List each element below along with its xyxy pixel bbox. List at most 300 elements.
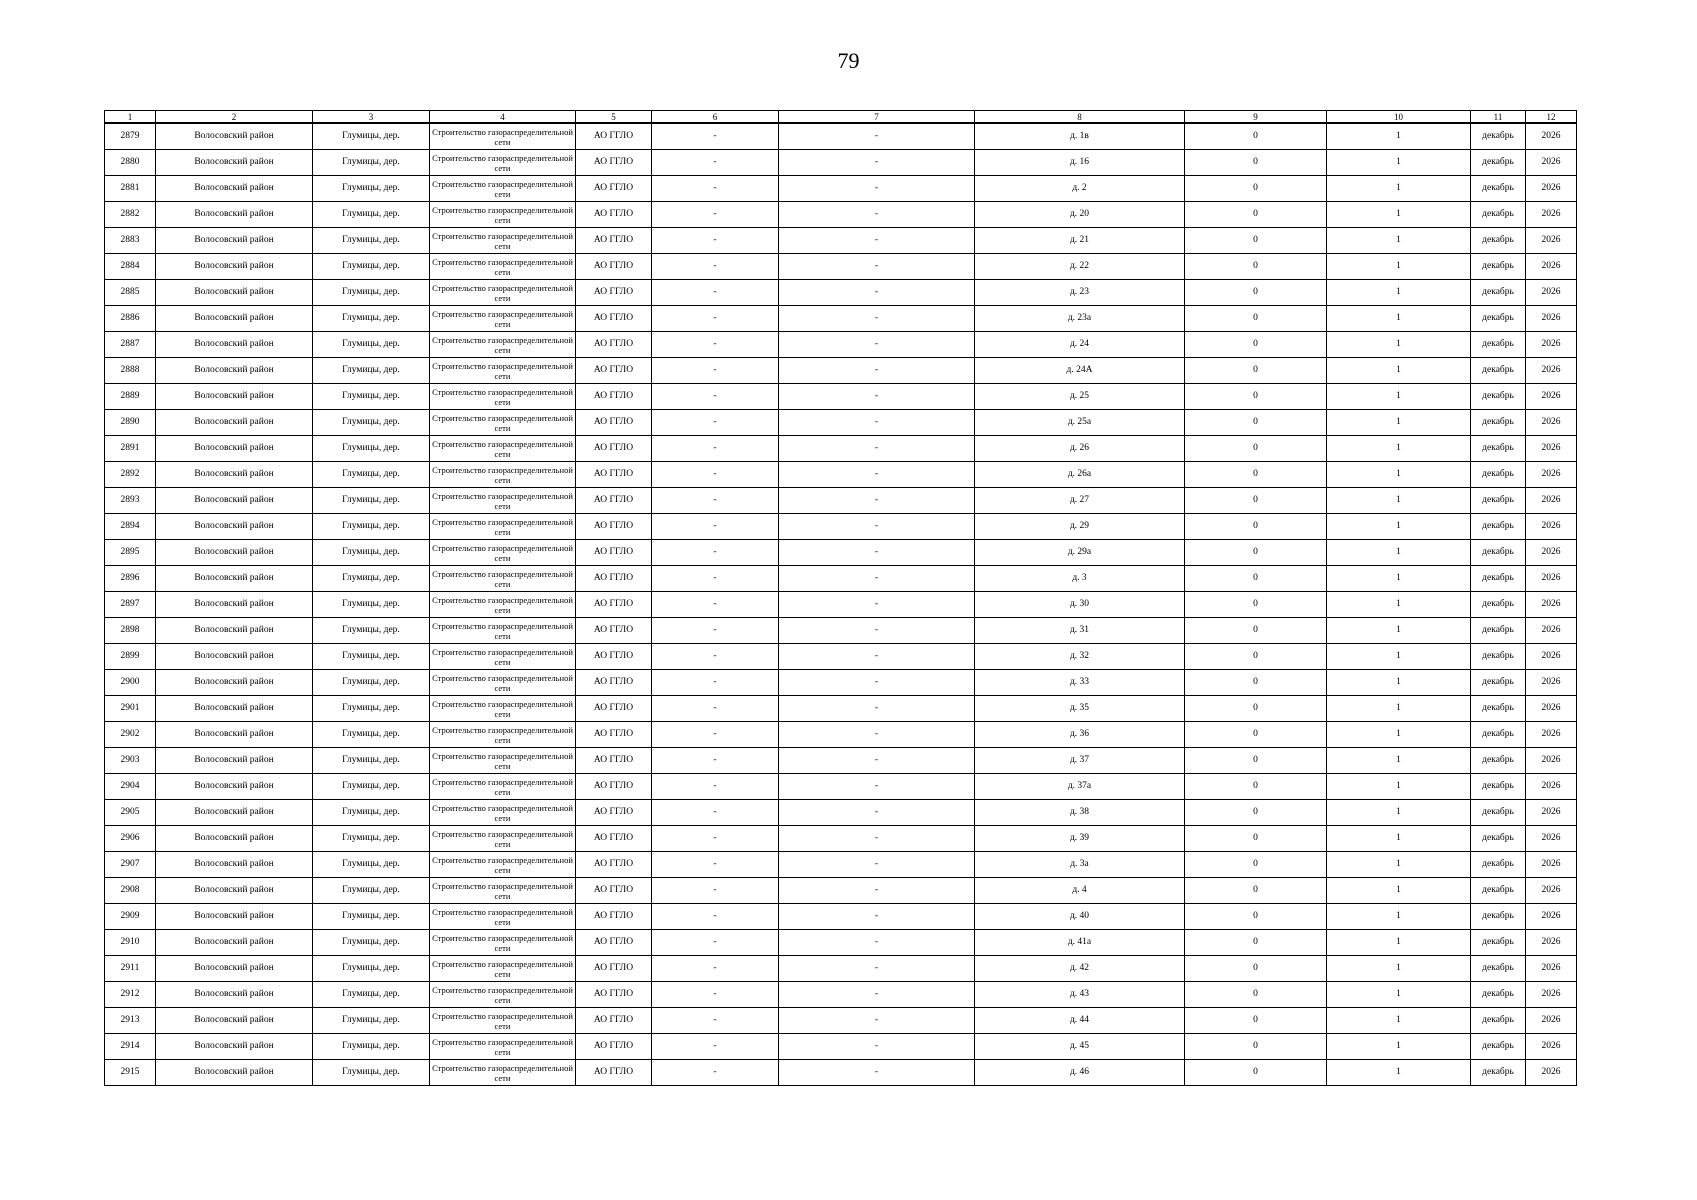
district-cell: Волосовский район xyxy=(156,358,313,384)
column-header-4: 4 xyxy=(430,111,576,124)
work-type-cell: Строительство газораспределительной сети xyxy=(430,1034,576,1060)
year-cell: 2026 xyxy=(1526,852,1577,878)
column-10-cell: 1 xyxy=(1327,670,1471,696)
column-6-cell: - xyxy=(652,358,779,384)
locality-cell: Глумицы, дер. xyxy=(313,332,430,358)
row-number-cell: 2889 xyxy=(105,384,156,410)
address-cell: д. 41а xyxy=(975,930,1185,956)
work-type-cell: Строительство газораспределительной сети xyxy=(430,670,576,696)
row-number-cell: 2881 xyxy=(105,176,156,202)
district-cell: Волосовский район xyxy=(156,566,313,592)
column-7-cell: - xyxy=(779,748,975,774)
work-type-cell: Строительство газораспределительной сети xyxy=(430,904,576,930)
year-cell: 2026 xyxy=(1526,358,1577,384)
address-cell: д. 26 xyxy=(975,436,1185,462)
row-number-cell: 2911 xyxy=(105,956,156,982)
column-6-cell: - xyxy=(652,774,779,800)
column-10-cell: 1 xyxy=(1327,644,1471,670)
address-cell: д. 21 xyxy=(975,228,1185,254)
column-7-cell: - xyxy=(779,800,975,826)
column-6-cell: - xyxy=(652,826,779,852)
district-cell: Волосовский район xyxy=(156,540,313,566)
column-9-cell: 0 xyxy=(1185,202,1327,228)
locality-cell: Глумицы, дер. xyxy=(313,566,430,592)
district-cell: Волосовский район xyxy=(156,644,313,670)
address-cell: д. 20 xyxy=(975,202,1185,228)
year-cell: 2026 xyxy=(1526,644,1577,670)
column-6-cell: - xyxy=(652,540,779,566)
district-cell: Волосовский район xyxy=(156,670,313,696)
page-number: 79 xyxy=(837,48,860,73)
address-cell: д. 33 xyxy=(975,670,1185,696)
column-6-cell: - xyxy=(652,462,779,488)
column-6-cell: - xyxy=(652,696,779,722)
row-number-cell: 2904 xyxy=(105,774,156,800)
organization-cell: АО ГГЛО xyxy=(576,878,652,904)
column-9-cell: 0 xyxy=(1185,436,1327,462)
organization-cell: АО ГГЛО xyxy=(576,123,652,150)
table-row xyxy=(105,774,1577,800)
month-cell: декабрь xyxy=(1471,878,1526,904)
work-type-cell: Строительство газораспределительной сети xyxy=(430,1008,576,1034)
year-cell: 2026 xyxy=(1526,384,1577,410)
locality-cell: Глумицы, дер. xyxy=(313,1008,430,1034)
work-type-cell: Строительство газораспределительной сети xyxy=(430,228,576,254)
locality-cell: Глумицы, дер. xyxy=(313,1060,430,1086)
column-10-cell: 1 xyxy=(1327,800,1471,826)
column-6-cell: - xyxy=(652,306,779,332)
organization-cell: АО ГГЛО xyxy=(576,436,652,462)
organization-cell: АО ГГЛО xyxy=(576,1060,652,1086)
locality-cell: Глумицы, дер. xyxy=(313,176,430,202)
table-row xyxy=(105,488,1577,514)
year-cell: 2026 xyxy=(1526,280,1577,306)
month-cell: декабрь xyxy=(1471,670,1526,696)
district-cell: Волосовский район xyxy=(156,436,313,462)
work-type-cell: Строительство газораспределительной сети xyxy=(430,150,576,176)
column-6-cell: - xyxy=(652,852,779,878)
table-row xyxy=(105,202,1577,228)
address-cell: д. 40 xyxy=(975,904,1185,930)
locality-cell: Глумицы, дер. xyxy=(313,826,430,852)
district-cell: Волосовский район xyxy=(156,254,313,280)
column-10-cell: 1 xyxy=(1327,1034,1471,1060)
month-cell: декабрь xyxy=(1471,358,1526,384)
table-row xyxy=(105,748,1577,774)
column-7-cell: - xyxy=(779,852,975,878)
work-type-cell: Строительство газораспределительной сети xyxy=(430,566,576,592)
column-header-3: 3 xyxy=(313,111,430,124)
column-7-cell: - xyxy=(779,956,975,982)
year-cell: 2026 xyxy=(1526,1034,1577,1060)
column-7-cell: - xyxy=(779,332,975,358)
column-7-cell: - xyxy=(779,930,975,956)
district-cell: Волосовский район xyxy=(156,488,313,514)
row-number-cell: 2884 xyxy=(105,254,156,280)
column-10-cell: 1 xyxy=(1327,488,1471,514)
column-9-cell: 0 xyxy=(1185,462,1327,488)
address-cell: д. 1в xyxy=(975,123,1185,150)
row-number-cell: 2906 xyxy=(105,826,156,852)
organization-cell: АО ГГЛО xyxy=(576,982,652,1008)
work-type-cell: Строительство газораспределительной сети xyxy=(430,280,576,306)
column-7-cell: - xyxy=(779,774,975,800)
work-type-cell: Строительство газораспределительной сети xyxy=(430,618,576,644)
row-number-cell: 2898 xyxy=(105,618,156,644)
month-cell: декабрь xyxy=(1471,982,1526,1008)
row-number-cell: 2890 xyxy=(105,410,156,436)
column-6-cell: - xyxy=(652,800,779,826)
column-header-8: 8 xyxy=(975,111,1185,124)
column-6-cell: - xyxy=(652,1008,779,1034)
month-cell: декабрь xyxy=(1471,800,1526,826)
row-number-cell: 2892 xyxy=(105,462,156,488)
organization-cell: АО ГГЛО xyxy=(576,592,652,618)
row-number-cell: 2893 xyxy=(105,488,156,514)
column-6-cell: - xyxy=(652,748,779,774)
year-cell: 2026 xyxy=(1526,176,1577,202)
column-10-cell: 1 xyxy=(1327,202,1471,228)
row-number-cell: 2897 xyxy=(105,592,156,618)
column-7-cell: - xyxy=(779,202,975,228)
work-type-cell: Строительство газораспределительной сети xyxy=(430,852,576,878)
column-7-cell: - xyxy=(779,696,975,722)
work-type-cell: Строительство газораспределительной сети xyxy=(430,488,576,514)
address-cell: д. 45 xyxy=(975,1034,1185,1060)
work-type-cell: Строительство газораспределительной сети xyxy=(430,592,576,618)
column-10-cell: 1 xyxy=(1327,280,1471,306)
locality-cell: Глумицы, дер. xyxy=(313,956,430,982)
column-10-cell: 1 xyxy=(1327,748,1471,774)
table-row xyxy=(105,800,1577,826)
year-cell: 2026 xyxy=(1526,514,1577,540)
column-6-cell: - xyxy=(652,384,779,410)
column-6-cell: - xyxy=(652,982,779,1008)
locality-cell: Глумицы, дер. xyxy=(313,592,430,618)
district-cell: Волосовский район xyxy=(156,696,313,722)
column-header-12: 12 xyxy=(1526,111,1577,124)
locality-cell: Глумицы, дер. xyxy=(313,436,430,462)
organization-cell: АО ГГЛО xyxy=(576,306,652,332)
column-10-cell: 1 xyxy=(1327,618,1471,644)
district-cell: Волосовский район xyxy=(156,748,313,774)
month-cell: декабрь xyxy=(1471,462,1526,488)
year-cell: 2026 xyxy=(1526,410,1577,436)
month-cell: декабрь xyxy=(1471,306,1526,332)
column-6-cell: - xyxy=(652,228,779,254)
month-cell: декабрь xyxy=(1471,592,1526,618)
work-type-cell: Строительство газораспределительной сети xyxy=(430,410,576,436)
column-10-cell: 1 xyxy=(1327,956,1471,982)
locality-cell: Глумицы, дер. xyxy=(313,514,430,540)
table-row xyxy=(105,1060,1577,1086)
row-number-cell: 2891 xyxy=(105,436,156,462)
column-6-cell: - xyxy=(652,956,779,982)
column-10-cell: 1 xyxy=(1327,878,1471,904)
column-6-cell: - xyxy=(652,878,779,904)
year-cell: 2026 xyxy=(1526,540,1577,566)
organization-cell: АО ГГЛО xyxy=(576,904,652,930)
work-type-cell: Строительство газораспределительной сети xyxy=(430,436,576,462)
month-cell: декабрь xyxy=(1471,956,1526,982)
organization-cell: АО ГГЛО xyxy=(576,748,652,774)
address-cell: д. 16 xyxy=(975,150,1185,176)
year-cell: 2026 xyxy=(1526,592,1577,618)
column-10-cell: 1 xyxy=(1327,774,1471,800)
work-type-cell: Строительство газораспределительной сети xyxy=(430,176,576,202)
table-row xyxy=(105,123,1577,150)
row-number-cell: 2910 xyxy=(105,930,156,956)
row-number-cell: 2912 xyxy=(105,982,156,1008)
column-7-cell: - xyxy=(779,1008,975,1034)
month-cell: декабрь xyxy=(1471,930,1526,956)
column-9-cell: 0 xyxy=(1185,592,1327,618)
column-number-header xyxy=(105,111,1577,124)
month-cell: декабрь xyxy=(1471,332,1526,358)
column-9-cell: 0 xyxy=(1185,982,1327,1008)
organization-cell: АО ГГЛО xyxy=(576,1034,652,1060)
organization-cell: АО ГГЛО xyxy=(576,696,652,722)
month-cell: декабрь xyxy=(1471,774,1526,800)
year-cell: 2026 xyxy=(1526,566,1577,592)
year-cell: 2026 xyxy=(1526,332,1577,358)
table-row xyxy=(105,280,1577,306)
month-cell: декабрь xyxy=(1471,904,1526,930)
row-number-cell: 2907 xyxy=(105,852,156,878)
work-type-cell: Строительство газораспределительной сети xyxy=(430,644,576,670)
year-cell: 2026 xyxy=(1526,618,1577,644)
table-row xyxy=(105,956,1577,982)
address-cell: д. 38 xyxy=(975,800,1185,826)
address-cell: д. 3 xyxy=(975,566,1185,592)
work-type-cell: Строительство газораспределительной сети xyxy=(430,202,576,228)
organization-cell: АО ГГЛО xyxy=(576,150,652,176)
district-cell: Волосовский район xyxy=(156,800,313,826)
column-10-cell: 1 xyxy=(1327,150,1471,176)
column-9-cell: 0 xyxy=(1185,800,1327,826)
year-cell: 2026 xyxy=(1526,123,1577,150)
month-cell: декабрь xyxy=(1471,1034,1526,1060)
month-cell: декабрь xyxy=(1471,514,1526,540)
table-row xyxy=(105,1034,1577,1060)
year-cell: 2026 xyxy=(1526,800,1577,826)
column-header-9: 9 xyxy=(1185,111,1327,124)
organization-cell: АО ГГЛО xyxy=(576,618,652,644)
locality-cell: Глумицы, дер. xyxy=(313,462,430,488)
month-cell: декабрь xyxy=(1471,1008,1526,1034)
work-type-cell: Строительство газораспределительной сети xyxy=(430,800,576,826)
district-cell: Волосовский район xyxy=(156,176,313,202)
district-cell: Волосовский район xyxy=(156,1060,313,1086)
row-number-cell: 2908 xyxy=(105,878,156,904)
column-6-cell: - xyxy=(652,436,779,462)
organization-cell: АО ГГЛО xyxy=(576,410,652,436)
address-cell: д. 29а xyxy=(975,540,1185,566)
organization-cell: АО ГГЛО xyxy=(576,540,652,566)
year-cell: 2026 xyxy=(1526,202,1577,228)
year-cell: 2026 xyxy=(1526,956,1577,982)
table-row xyxy=(105,826,1577,852)
month-cell: декабрь xyxy=(1471,852,1526,878)
year-cell: 2026 xyxy=(1526,488,1577,514)
address-cell: д. 30 xyxy=(975,592,1185,618)
address-cell: д. 27 xyxy=(975,488,1185,514)
row-number-cell: 2900 xyxy=(105,670,156,696)
table-row xyxy=(105,410,1577,436)
address-cell: д. 43 xyxy=(975,982,1185,1008)
row-number-cell: 2894 xyxy=(105,514,156,540)
address-cell: д. 32 xyxy=(975,644,1185,670)
column-10-cell: 1 xyxy=(1327,436,1471,462)
table-row xyxy=(105,228,1577,254)
column-7-cell: - xyxy=(779,826,975,852)
month-cell: декабрь xyxy=(1471,150,1526,176)
address-cell: д. 25 xyxy=(975,384,1185,410)
column-9-cell: 0 xyxy=(1185,150,1327,176)
address-cell: д. 36 xyxy=(975,722,1185,748)
month-cell: декабрь xyxy=(1471,123,1526,150)
column-10-cell: 1 xyxy=(1327,1008,1471,1034)
table-row xyxy=(105,150,1577,176)
district-cell: Волосовский район xyxy=(156,852,313,878)
column-10-cell: 1 xyxy=(1327,592,1471,618)
locality-cell: Глумицы, дер. xyxy=(313,930,430,956)
column-10-cell: 1 xyxy=(1327,254,1471,280)
column-7-cell: - xyxy=(779,618,975,644)
column-9-cell: 0 xyxy=(1185,1034,1327,1060)
locality-cell: Глумицы, дер. xyxy=(313,696,430,722)
district-cell: Волосовский район xyxy=(156,410,313,436)
table-row xyxy=(105,436,1577,462)
column-10-cell: 1 xyxy=(1327,123,1471,150)
column-9-cell: 0 xyxy=(1185,488,1327,514)
column-7-cell: - xyxy=(779,150,975,176)
column-6-cell: - xyxy=(652,618,779,644)
month-cell: декабрь xyxy=(1471,202,1526,228)
column-9-cell: 0 xyxy=(1185,826,1327,852)
column-9-cell: 0 xyxy=(1185,540,1327,566)
row-number-cell: 2913 xyxy=(105,1008,156,1034)
row-number-cell: 2879 xyxy=(105,123,156,150)
year-cell: 2026 xyxy=(1526,150,1577,176)
row-number-cell: 2902 xyxy=(105,722,156,748)
table-row xyxy=(105,176,1577,202)
table-row xyxy=(105,462,1577,488)
column-7-cell: - xyxy=(779,878,975,904)
organization-cell: АО ГГЛО xyxy=(576,228,652,254)
district-cell: Волосовский район xyxy=(156,462,313,488)
work-type-cell: Строительство газораспределительной сети xyxy=(430,358,576,384)
table-row xyxy=(105,254,1577,280)
table-row xyxy=(105,306,1577,332)
column-6-cell: - xyxy=(652,280,779,306)
work-type-cell: Строительство газораспределительной сети xyxy=(430,254,576,280)
district-cell: Волосовский район xyxy=(156,332,313,358)
work-type-cell: Строительство газораспределительной сети xyxy=(430,774,576,800)
work-type-cell: Строительство газораспределительной сети xyxy=(430,306,576,332)
locality-cell: Глумицы, дер. xyxy=(313,878,430,904)
row-number-cell: 2901 xyxy=(105,696,156,722)
column-7-cell: - xyxy=(779,410,975,436)
month-cell: декабрь xyxy=(1471,176,1526,202)
organization-cell: АО ГГЛО xyxy=(576,826,652,852)
year-cell: 2026 xyxy=(1526,228,1577,254)
address-cell: д. 4 xyxy=(975,878,1185,904)
column-9-cell: 0 xyxy=(1185,566,1327,592)
month-cell: декабрь xyxy=(1471,384,1526,410)
work-type-cell: Строительство газораспределительной сети xyxy=(430,878,576,904)
organization-cell: АО ГГЛО xyxy=(576,202,652,228)
district-cell: Волосовский район xyxy=(156,123,313,150)
table-row xyxy=(105,592,1577,618)
year-cell: 2026 xyxy=(1526,254,1577,280)
column-7-cell: - xyxy=(779,1060,975,1086)
organization-cell: АО ГГЛО xyxy=(576,774,652,800)
column-9-cell: 0 xyxy=(1185,644,1327,670)
work-type-cell: Строительство газораспределительной сети xyxy=(430,696,576,722)
locality-cell: Глумицы, дер. xyxy=(313,774,430,800)
column-header-6: 6 xyxy=(652,111,779,124)
district-cell: Волосовский район xyxy=(156,618,313,644)
month-cell: декабрь xyxy=(1471,540,1526,566)
organization-cell: АО ГГЛО xyxy=(576,670,652,696)
table-row xyxy=(105,540,1577,566)
column-7-cell: - xyxy=(779,176,975,202)
column-9-cell: 0 xyxy=(1185,852,1327,878)
row-number-cell: 2886 xyxy=(105,306,156,332)
column-10-cell: 1 xyxy=(1327,462,1471,488)
column-6-cell: - xyxy=(652,254,779,280)
table-row xyxy=(105,878,1577,904)
organization-cell: АО ГГЛО xyxy=(576,956,652,982)
column-10-cell: 1 xyxy=(1327,332,1471,358)
year-cell: 2026 xyxy=(1526,774,1577,800)
district-cell: Волосовский район xyxy=(156,150,313,176)
work-type-cell: Строительство газораспределительной сети xyxy=(430,540,576,566)
column-9-cell: 0 xyxy=(1185,878,1327,904)
column-10-cell: 1 xyxy=(1327,852,1471,878)
year-cell: 2026 xyxy=(1526,748,1577,774)
column-9-cell: 0 xyxy=(1185,930,1327,956)
row-number-cell: 2905 xyxy=(105,800,156,826)
column-6-cell: - xyxy=(652,1060,779,1086)
locality-cell: Глумицы, дер. xyxy=(313,982,430,1008)
table-row xyxy=(105,644,1577,670)
row-number-cell: 2915 xyxy=(105,1060,156,1086)
locality-cell: Глумицы, дер. xyxy=(313,670,430,696)
row-number-cell: 2909 xyxy=(105,904,156,930)
column-10-cell: 1 xyxy=(1327,722,1471,748)
row-number-cell: 2903 xyxy=(105,748,156,774)
address-cell: д. 26а xyxy=(975,462,1185,488)
locality-cell: Глумицы, дер. xyxy=(313,280,430,306)
column-9-cell: 0 xyxy=(1185,722,1327,748)
address-cell: д. 37 xyxy=(975,748,1185,774)
column-header-7: 7 xyxy=(779,111,975,124)
column-6-cell: - xyxy=(652,514,779,540)
table-row xyxy=(105,514,1577,540)
district-cell: Волосовский район xyxy=(156,878,313,904)
row-number-cell: 2882 xyxy=(105,202,156,228)
column-7-cell: - xyxy=(779,384,975,410)
row-number-cell: 2885 xyxy=(105,280,156,306)
table-row xyxy=(105,384,1577,410)
locality-cell: Глумицы, дер. xyxy=(313,1034,430,1060)
work-type-cell: Строительство газораспределительной сети xyxy=(430,826,576,852)
column-9-cell: 0 xyxy=(1185,228,1327,254)
column-header-1: 1 xyxy=(105,111,156,124)
column-6-cell: - xyxy=(652,1034,779,1060)
